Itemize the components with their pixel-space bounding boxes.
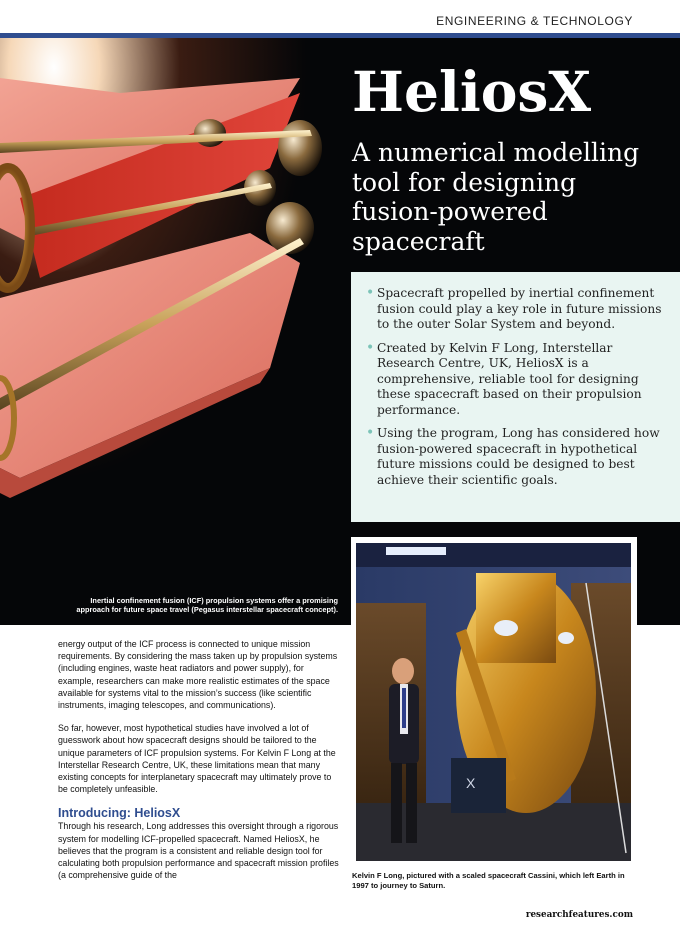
article-title: HeliosX	[352, 59, 592, 124]
body-text	[58, 638, 340, 892]
body-paragraph-2: So far, however, most hypothetical studies have involved a lot of guesswork about how spacecraft designs should be tailored to the unique parameters of ICF propulsion systems. For Kelvin F Long at the Interstellar Research Centre, UK, these limitations mean that many existing concepts for interplanetary spacecraft may ultimately prove to be completely unfeasible.	[58, 723, 336, 795]
cassini-photo	[356, 543, 631, 861]
section-label: ENGINEERING & TECHNOLOGY	[436, 14, 633, 28]
photo-caption: Kelvin F Long, pictured with a scaled spacecraft Cassini, which left Earth in 1997 to journey to Saturn.	[352, 871, 625, 890]
hero-caption: Inertial confinement fusion (ICF) propulsion systems offer a promising approach for future space travel (Pegasus interstellar spacecraft concept).	[76, 596, 338, 615]
summary-item: • Spacecraft propelled by inertial confinement fusion could play a key role in future missions to the outer Solar System and beyond.	[377, 286, 666, 333]
summary-box	[351, 272, 680, 522]
summary-list	[351, 272, 680, 488]
placard-label: X	[466, 775, 476, 791]
body-paragraph-1: energy output of the ICF process is connected to unique mission requirements. By considering the mass taken up by propulsion systems (including engines, waste heat radiators and power supply), for example, researchers can make more realistic estimates of the space available for systems vital to the mission’s success (like scientific instruments, imaging telescopes, and communications).	[58, 639, 338, 711]
section-heading: Introducing: HeliosX	[58, 806, 181, 821]
summary-item: • Using the program, Long has considered how fusion-powered spacecraft in hypothetical future missions could be designed to best achieve their scientific goals.	[377, 426, 666, 488]
footer-site[interactable]: researchfeatures.com	[525, 910, 633, 920]
body-paragraph-3: Through his research, Long addresses this oversight through a rigorous system for modelling ICF-propelled spacecraft. Named HeliosX, he believes that the program is a consistent and reliable design tool for calculating both propulsion performance and spacecraft mission profiles (a comprehensive guide of the	[58, 821, 339, 881]
cassini-photo-art	[356, 543, 631, 861]
summary-item: • Created by Kelvin F Long, Interstellar Research Centre, UK, HeliosX is a comprehensive, reliable tool for designing these spacecraft based on their propulsion performance.	[377, 341, 666, 419]
article-subtitle: A numerical modelling tool for designing fusion-powered spacecraft	[352, 138, 640, 256]
